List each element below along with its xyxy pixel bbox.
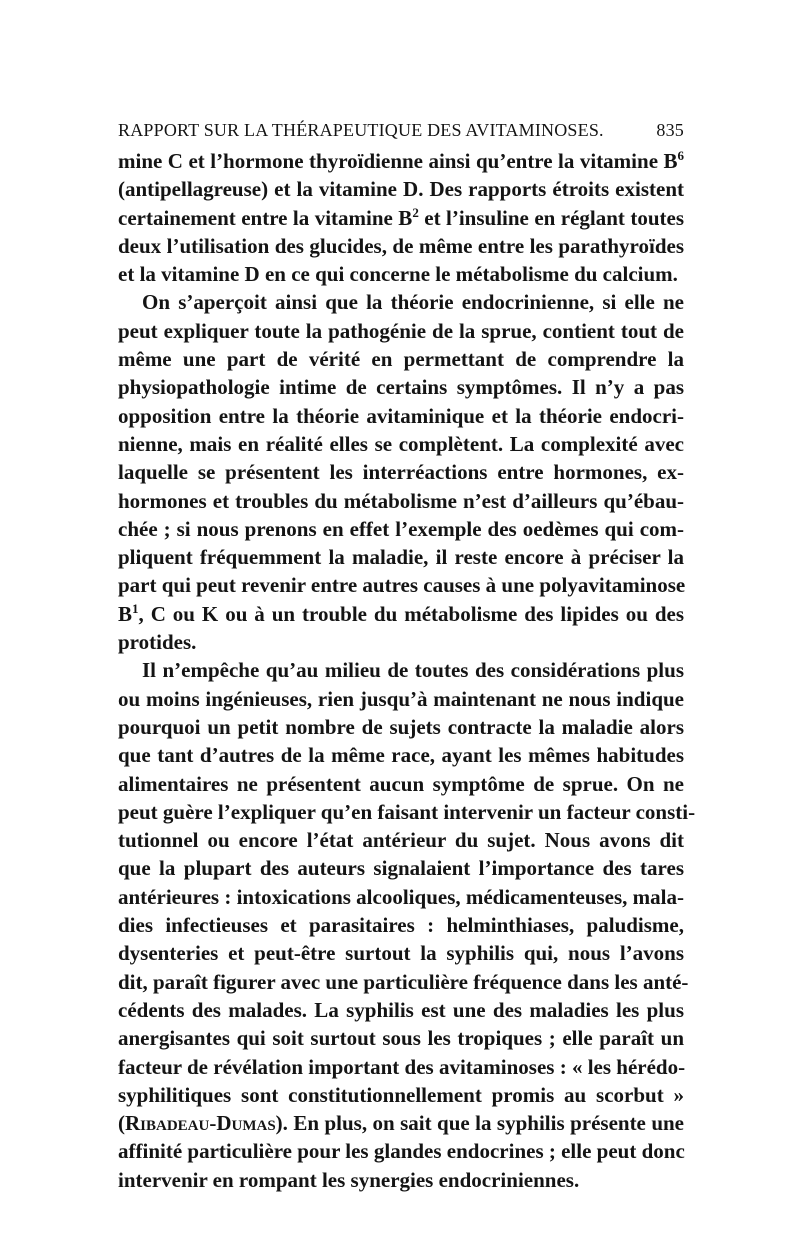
text-line (118, 1137, 684, 1165)
text-run: peut expliquer toute la pathogénie de la sprue, contient tout de (118, 318, 684, 343)
text-line (118, 1166, 684, 1194)
text-run: opposition entre la théorie avitaminique et la théorie endocri- (118, 403, 684, 428)
text-line (118, 713, 684, 741)
text-run: pliquent fréquemment la maladie, il reste encore à préciser la (118, 545, 684, 570)
text-run: , C ou K ou à un trouble du métabolisme des lipides ou des (138, 601, 684, 626)
text-line (118, 798, 696, 826)
text-run: alimentaires ne présentent aucun symptôme de sprue. On ne (118, 771, 684, 796)
text-run: dysenteries et peut-être surtout la syphilis qui, nous l’avons (118, 941, 684, 966)
text-run: tutionnel ou encore l’état antérieur du sujet. Nous avons dit (118, 828, 684, 853)
author-name: Ribadeau-Dumas (125, 1111, 276, 1136)
text-run: facteur de révélation important des avitaminoses : « les hérédo- (118, 1054, 686, 1079)
text-run: laquelle se présentent les interréactions entre hormones, ex- (118, 460, 684, 485)
superscript: 6 (677, 148, 684, 163)
text-line (118, 770, 684, 798)
text-line (118, 430, 684, 458)
text-run: antérieures : intoxications alcooliques, médicamenteuses, mala- (118, 884, 684, 909)
text-run: chée ; si nous prenons en effet l’exemple des oedèmes qui com- (118, 516, 684, 541)
text-line (118, 939, 684, 967)
text-run: B (118, 601, 133, 626)
text-line (118, 628, 684, 656)
text-line (118, 487, 684, 515)
text-run: syphilitiques sont constitutionnellement promis au scorbut » (118, 1082, 684, 1107)
text-run: On s’aperçoit ainsi que la théorie endocrinienne, si elle ne (142, 290, 684, 315)
book-page (118, 116, 696, 1194)
text-line (118, 260, 684, 288)
text-line (118, 685, 684, 713)
text-line (118, 232, 684, 260)
text-run: certainement entre la vitamine B (118, 205, 413, 230)
text-line (118, 911, 684, 939)
text-line (118, 543, 684, 571)
text-line (118, 373, 684, 401)
text-line (118, 458, 684, 486)
text-run: hormones et troubles du métabolisme n’est d’ailleurs qu’ébau- (118, 488, 684, 513)
text-run: mine C et l’hormone thyroïdienne ainsi qu’entre la vitamine B (118, 149, 678, 173)
text-run: que tant d’autres de la même race, ayant les mêmes habitudes (118, 743, 684, 768)
text-run: protides. (118, 630, 197, 655)
text-run: deux l’utilisation des glucides, de même entre les parathyroïdes (118, 233, 684, 258)
text-line (118, 288, 684, 316)
text-line (118, 147, 684, 175)
text-run: et la vitamine D en ce qui concerne le métabolisme du calcium. (118, 262, 678, 287)
text-line (118, 204, 684, 232)
text-line (118, 1081, 684, 1109)
text-run: que la plupart des auteurs signalaient l’importance des tares (118, 856, 684, 881)
superscript: 2 (412, 204, 419, 220)
text-run: part qui peut revenir entre autres causes à une polyavitaminose (118, 573, 686, 598)
text-line (118, 515, 684, 543)
text-run: peut guère l’expliquer qu’en faisant intervenir un facteur consti- (118, 799, 696, 824)
text-run: physiopathologie intime de certains symptômes. Il n’y a pas (118, 375, 684, 400)
text-line (118, 600, 684, 628)
text-line (118, 996, 684, 1024)
text-run: ). En plus, on sait que la syphilis présente une (275, 1111, 684, 1136)
text-run: pourquoi un petit nombre de sujets contracte la maladie alors (118, 714, 684, 739)
text-run: nienne, mais en réalité elles se complètent. La complexité avec (118, 431, 684, 456)
text-run: ( (118, 1111, 125, 1136)
text-line (118, 854, 684, 882)
text-run: (antipellagreuse) et la vitamine D. Des rapports étroits existent (118, 177, 684, 202)
text-run: même une part de vérité en permettant de comprendre la (118, 347, 684, 372)
running-header (118, 116, 684, 144)
text-line (118, 656, 684, 684)
text-line (118, 826, 684, 854)
text-run: et l’insuline en réglant toutes (418, 205, 685, 230)
text-run: affinité particulière pour les glandes endocrines ; elle peut donc (118, 1139, 685, 1164)
text-line (118, 175, 684, 203)
running-title: RAPPORT SUR LA THÉRAPEUTIQUE DES AVITAMINOSES. (118, 120, 604, 140)
text-line (118, 571, 684, 599)
text-line (118, 741, 684, 769)
text-line (118, 1053, 684, 1081)
text-run: dit, paraît figurer avec une particulière fréquence dans les anté- (118, 969, 689, 994)
text-line (118, 1109, 684, 1137)
text-run: cédents des malades. La syphilis est une des maladies les plus (118, 997, 684, 1022)
text-run: ou moins ingénieuses, rien jusqu’à maintenant ne nous indique (118, 686, 684, 711)
text-run: dies infectieuses et parasitaires : helminthiases, paludisme, (118, 913, 684, 938)
text-line (118, 883, 684, 911)
page-number: 835 (656, 120, 684, 140)
text-line (118, 968, 689, 996)
text-line (118, 402, 684, 430)
text-line (118, 1024, 684, 1052)
superscript: 1 (132, 600, 139, 616)
text-run: anergisantes qui soit surtout sous les tropiques ; elle paraît un (118, 1026, 684, 1051)
text-line (118, 345, 684, 373)
text-line (118, 317, 684, 345)
body-text (118, 147, 696, 1194)
text-run: Il n’empêche qu’au milieu de toutes des considérations plus (142, 658, 684, 683)
text-run: intervenir en rompant les synergies endocriniennes. (118, 1167, 580, 1192)
